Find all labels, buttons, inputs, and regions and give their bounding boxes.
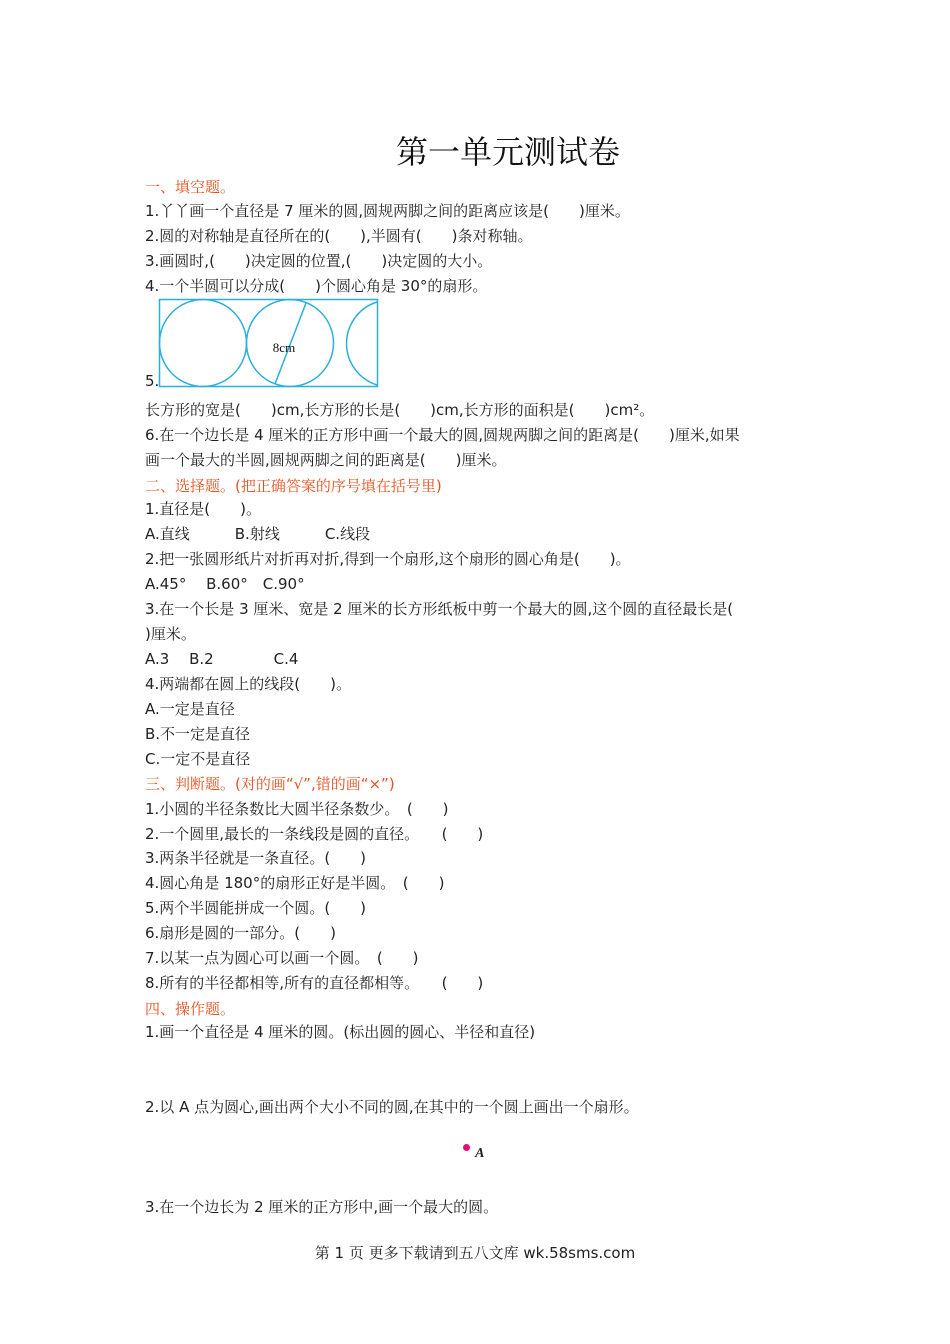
rectangle-circles-figure (158, 298, 380, 390)
question: 6.在一个边长是 4 厘米的正方形中画一个最大的圆,圆规两脚之间的距离是( )厘米,如果 (145, 426, 740, 444)
question: 1.小圆的半径条数比大圆半径条数少。 ( ) (145, 800, 449, 818)
section-heading-operation: 四、操作题。 (145, 1000, 236, 1018)
option: B.不一定是直径 (145, 725, 251, 743)
question: 3.在一个边长为 2 厘米的正方形中,画一个最大的圆。 (145, 1198, 499, 1216)
point-label: A (475, 1146, 485, 1161)
question: 4.两端都在圆上的线段( )。 (145, 675, 352, 693)
option: A.一定是直径 (145, 700, 235, 718)
question: 5.两个半圆能拼成一个圆。( ) (145, 899, 367, 917)
page-footer: 第 1 页 更多下载请到五八文库 wk.58sms.com (314, 1244, 636, 1262)
question: 画一个最大的半圆,圆规两脚之间的距离是( )厘米。 (145, 451, 507, 469)
options: A.直线 B.射线 C.线段 (145, 525, 371, 543)
option: C.一定不是直径 (145, 750, 251, 768)
question: 1.画一个直径是 4 厘米的圆。(标出圆的圆心、半径和直径) (145, 1023, 536, 1041)
question: 2.把一张圆形纸片对折再对折,得到一个扇形,这个扇形的圆心角是( )。 (145, 550, 631, 568)
point-dot-icon (463, 1144, 470, 1151)
point-a (463, 1142, 484, 1162)
question: 2.一个圆里,最长的一条线段是圆的直径。 ( ) (145, 825, 484, 843)
page-title: 第一单元测试卷 (395, 133, 620, 171)
question-number: 5. (145, 372, 160, 390)
question: 3.在一个长是 3 厘米、宽是 2 厘米的长方形纸板中剪一个最大的圆,这个圆的直径最长是( (145, 600, 734, 618)
question: 3.画圆时,( )决定圆的位置,( )决定圆的大小。 (145, 252, 493, 270)
question: 4.圆心角是 180°的扇形正好是半圆。 ( ) (145, 874, 445, 892)
question: 2.以 A 点为圆心,画出两个大小不同的圆,在其中的一个圆上画出一个扇形。 (145, 1098, 639, 1116)
section-heading-fill-blank: 一、填空题。 (145, 178, 236, 196)
question: 1.丫丫画一个直径是 7 厘米的圆,圆规两脚之间的距离应该是( )厘米。 (145, 202, 630, 220)
question: 4.一个半圆可以分成( )个圆心角是 30°的扇形。 (145, 277, 488, 295)
question: 3.两条半径就是一条直径。( ) (145, 849, 367, 867)
options: A.45° B.60° C.90° (145, 575, 305, 593)
question: 长方形的宽是( )cm,长方形的长是( )cm,长方形的面积是( )cm²。 (145, 401, 655, 419)
section-heading-true-false: 三、判断题。(对的画“√”,错的画“×”) (145, 775, 395, 793)
question: )厘米。 (145, 625, 196, 643)
question: 1.直径是( )。 (145, 500, 262, 518)
question: 7.以某一点为圆心可以画一个圆。 ( ) (145, 949, 419, 967)
diameter-label: 8cm (272, 340, 296, 355)
question: 6.扇形是圆的一部分。( ) (145, 924, 337, 942)
options: A.3 B.2 C.4 (145, 650, 299, 668)
question: 8.所有的半径都相等,所有的直径都相等。 ( ) (145, 974, 484, 992)
question: 2.圆的对称轴是直径所在的( ),半圆有( )条对称轴。 (145, 227, 533, 245)
section-heading-choice: 二、选择题。(把正确答案的序号填在括号里) (145, 477, 442, 495)
